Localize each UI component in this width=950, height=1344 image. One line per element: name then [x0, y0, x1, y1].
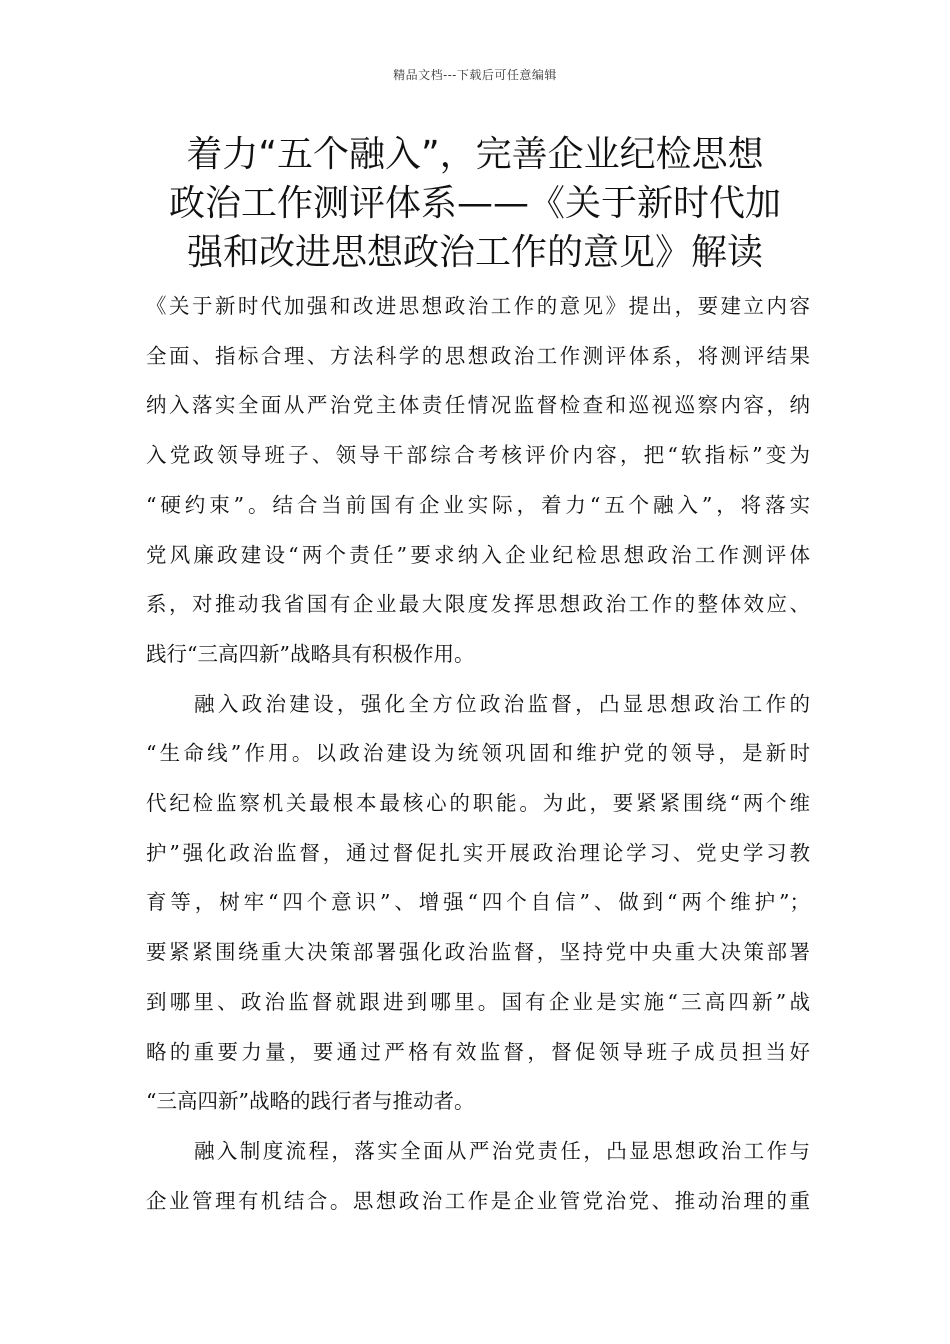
- text-line: 要紧紧围绕重大决策部署强化政治监督，坚持党中央重大决策部署: [146, 940, 810, 965]
- title-line: 强和改进思想政治工作的意见》解读: [186, 232, 763, 273]
- text-line: 略的重要力量，要通过严格有效监督，督促领导班子成员担当好: [146, 1039, 810, 1064]
- text-line: “硬约束”。结合当前国有企业实际，着力“五个融入”，将落实: [146, 492, 810, 517]
- text-line: 育等，树牢“四个意识”、增强“四个自信”、做到“两个维护”；: [146, 890, 810, 915]
- text-line: 践行“三高四新”战略具有积极作用。: [146, 641, 475, 666]
- text-line: 全面、指标合理、方法科学的思想政治工作测评体系，将测评结果: [146, 343, 810, 368]
- text-line: 代纪检监察机关最根本最核心的职能。为此，要紧紧围绕“两个维: [146, 791, 810, 816]
- text-line: “三高四新”战略的践行者与推动者。: [146, 1089, 475, 1114]
- title-line: 政治工作测评体系——《关于新时代加: [168, 183, 781, 224]
- text-line: 入党政领导班子、领导干部综合考核评价内容，把“软指标”变为: [146, 443, 810, 468]
- text-line: 系，对推动我省国有企业最大限度发挥思想政治工作的整体效应、: [146, 592, 810, 617]
- document-title: [140, 130, 810, 277]
- text-line: 护”强化政治监督，通过督促扎实开展政治理论学习、党史学习教: [146, 840, 810, 865]
- text-line: 企业管理有机结合。思想政治工作是企业管党治党、推动治理的重: [146, 1188, 810, 1213]
- document-body: [146, 282, 810, 1226]
- text-line: 融入制度流程，落实全面从严治党责任，凸显思想政治工作与: [194, 1138, 810, 1163]
- paragraph-intro: [146, 282, 810, 680]
- text-line: 《关于新时代加强和改进思想政治工作的意见》提出，要建立内容: [146, 294, 810, 318]
- paragraph-institutional-process: [146, 1127, 810, 1226]
- title-line: 着力“五个融入”，完善企业纪检思想: [186, 134, 764, 175]
- text-line: 党风廉政建设“两个责任”要求纳入企业纪检思想政治工作测评体: [146, 542, 810, 567]
- text-line: 到哪里、政治监督就跟进到哪里。国有企业是实施“三高四新”战: [146, 989, 810, 1014]
- paragraph-political-building: [146, 680, 810, 1127]
- text-line: 融入政治建设，强化全方位政治监督，凸显思想政治工作的: [194, 691, 810, 716]
- text-line: 纳入落实全面从严治党主体责任情况监督检查和巡视巡察内容，纳: [146, 393, 810, 418]
- page-header: 精品文档---下载后可任意编辑: [393, 68, 557, 82]
- text-line: “生命线”作用。以政治建设为统领巩固和维护党的领导，是新时: [146, 741, 810, 766]
